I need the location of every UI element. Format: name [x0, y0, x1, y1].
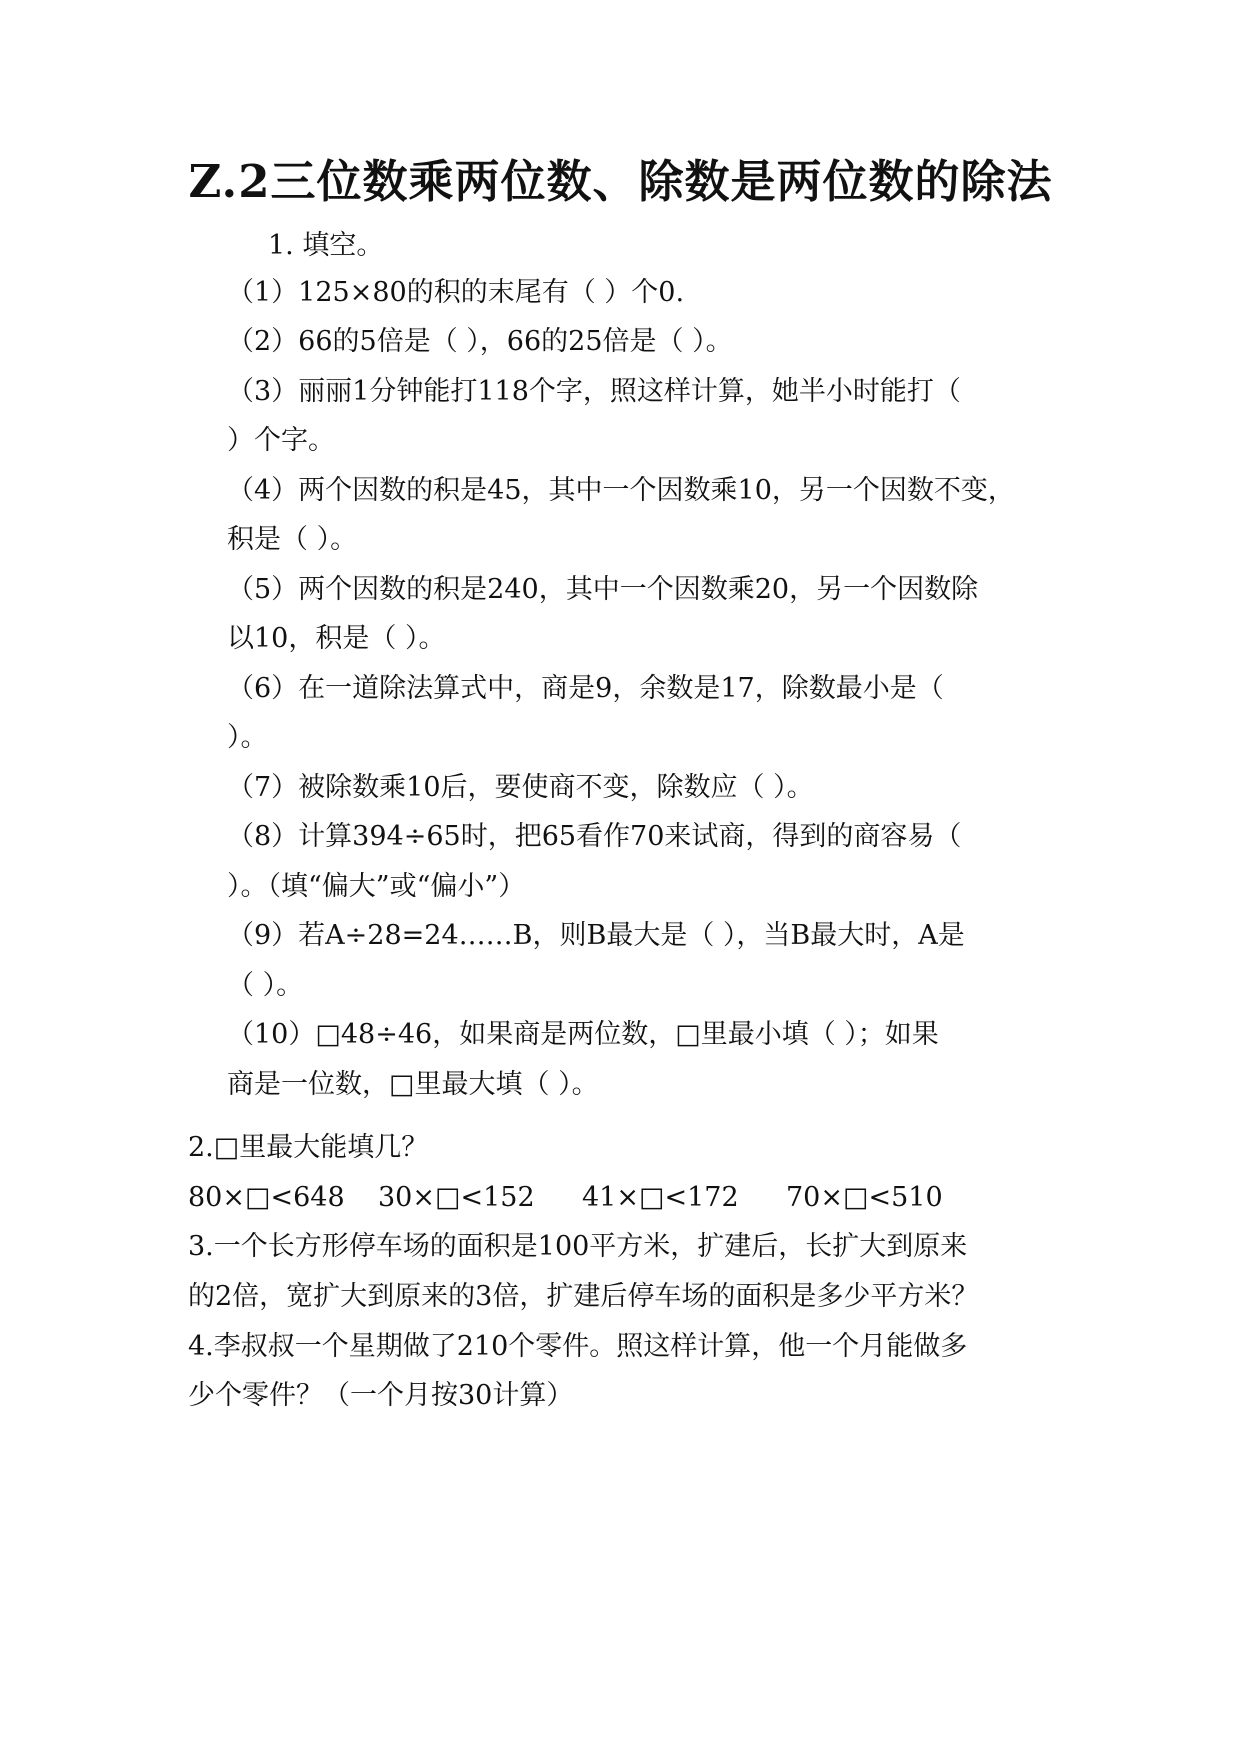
section4-line1: 4.李叔叔一个星期做了210个零件。照这样计算，他一个月能做多: [188, 1331, 968, 1362]
q1-4-line1: （4）两个因数的积是45，其中一个因数乘10，另一个因数不变，: [227, 475, 1015, 506]
q1-3-line2: ）个字。: [227, 425, 335, 456]
page-title: Z.2三位数乘两位数、除数是两位数的除法: [188, 155, 1053, 208]
section2-expr-1: 80×□<648: [188, 1182, 345, 1213]
section4-line2: 少个零件？（一个月按30计算）: [188, 1380, 574, 1411]
q1-10-line2: 商是一位数，□里最大填（ ）。: [227, 1069, 599, 1100]
q1-6-line2: ）。: [227, 722, 268, 753]
q1-2-line1: （2）66的5倍是（ ），66的25倍是（ ）。: [227, 326, 733, 357]
q1-5-line1: （5）两个因数的积是240，其中一个因数乘20，另一个因数除: [227, 574, 979, 605]
q1-9-line1: （9）若A÷28=24……B，则B最大是（ ），当B最大时，A是: [227, 920, 965, 951]
q1-9-line2: （ ）。: [227, 970, 304, 1001]
section2-expr-4: 70×□<510: [786, 1182, 943, 1213]
q1-1-line1: （1）125×80的积的末尾有（ ）个0.: [227, 277, 685, 308]
q1-7-line1: （7）被除数乘10后，要使商不变，除数应（ ）。: [227, 772, 814, 803]
q1-4-line2: 积是（ ）。: [227, 524, 358, 555]
q1-10-line1: （10）□48÷46，如果商是两位数，□里最小填（ ）；如果: [227, 1019, 939, 1050]
section2-expr-2: 30×□<152: [378, 1182, 535, 1213]
q1-3-line1: （3）丽丽1分钟能打118个字，照这样计算，她半小时能打（: [227, 376, 961, 407]
q1-5-line2: 以10，积是（ ）。: [227, 623, 446, 654]
q1-8-line1: （8）计算394÷65时，把65看作70来试商，得到的商容易（: [227, 821, 962, 852]
section3-line2: 的2倍，宽扩大到原来的3倍，扩建后停车场的面积是多少平方米？: [188, 1281, 979, 1312]
section3-line1: 3.一个长方形停车场的面积是100平方米，扩建后，长扩大到原来: [188, 1231, 968, 1262]
section2-heading: 2.□里最大能填几？: [188, 1132, 429, 1163]
q1-8-line2: ）。（填“偏大”或“偏小”）: [227, 871, 526, 902]
q1-6-line1: （6）在一道除法算式中，商是9，余数是17，除数最小是（: [227, 673, 944, 704]
section1-heading: 1. 填空。: [268, 230, 384, 261]
section2-expr-3: 41×□<172: [582, 1182, 739, 1213]
